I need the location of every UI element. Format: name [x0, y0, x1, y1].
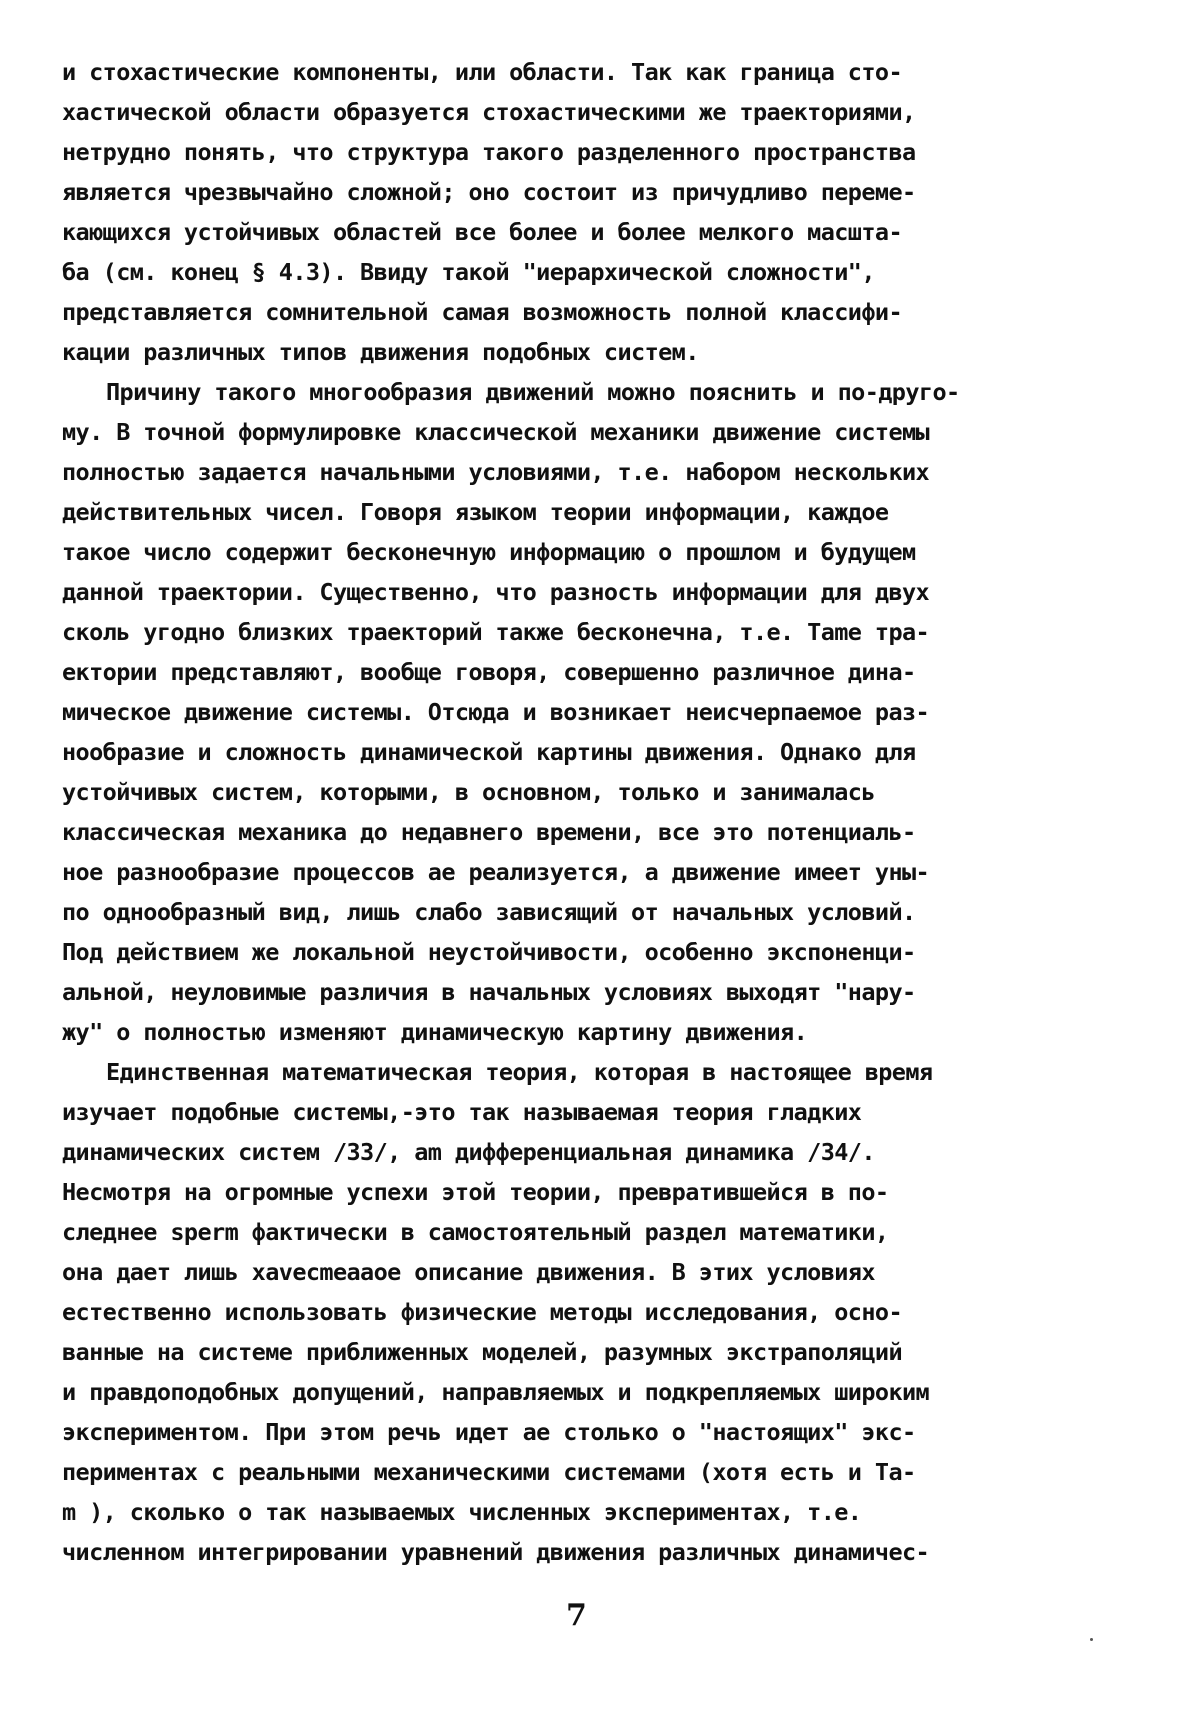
text-line: по однообразный вид, лишь слабо зависящий от начальных условий. [62, 898, 916, 926]
text-line: сколь угодно близких траекторий также бесконечна, т.е. Tame тра- [62, 618, 930, 646]
text-line: изучает подобные системы,-это так называемая теория гладких [62, 1098, 862, 1126]
text-line: альной, неуловимые различия в начальных условиях выходят "нару- [62, 978, 916, 1006]
text-line: m ), сколько о так называемых численных экспериментах, т.е. [62, 1498, 862, 1526]
text-line: периментах с реальными механическими системами (хотя есть и Та- [62, 1458, 916, 1486]
body-text [62, 52, 1102, 1572]
text-line: му. В точной формулировке классической механики движение системы [62, 418, 930, 446]
scan-speck [1090, 1638, 1093, 1641]
text-line: классическая механика до недавнего времени, все это потенциаль- [62, 818, 916, 846]
text-line: ванные на системе приближенных моделей, разумных экстраполяций [62, 1338, 902, 1366]
text-line: Под действием же локальной неустойчивости, особенно экспоненци- [62, 938, 916, 966]
text-line: ектории представляют, вообще говоря, совершенно различное дина- [62, 658, 916, 686]
text-line: данной траектории. Существенно, что разность информации для двух [62, 578, 930, 606]
text-line: экспериментом. При этом речь идет ае столько о "настоящих" экс- [62, 1418, 916, 1446]
text-line: полностью задается начальными условиями, т.е. набором нескольких [62, 458, 930, 486]
text-line: и правдоподобных допущений, направляемых и подкрепляемых широким [62, 1378, 930, 1406]
text-line: Несмотря на огромные успехи этой теории, превратившейся в по- [62, 1178, 889, 1206]
text-line: нообразие и сложность динамической картины движения. Однако для [62, 738, 916, 766]
text-line: устойчивых систем, которыми, в основном, только и занималась [62, 778, 875, 806]
text-line: естественно использовать физические методы исследования, осно- [62, 1298, 902, 1326]
text-line: она дает лишь xavecmeaaoe описание движения. В этих условиях [62, 1258, 875, 1286]
text-line: Причину такого многообразия движений можно пояснить и по-друго- [106, 378, 960, 406]
text-line: нетрудно понять, что структура такого разделенного пространства [62, 138, 916, 166]
text-line: действительных чисел. Говоря языком теории информации, каждое [62, 498, 889, 526]
text-line: Единственная математическая теория, которая в настоящее время [106, 1058, 933, 1086]
text-line: кации различных типов движения подобных систем. [62, 338, 699, 366]
text-line: ное разнообразие процессов ае реализуется, а движение имеет уны- [62, 858, 930, 886]
text-line: является чрезвычайно сложной; оно состоит из причудливо переме- [62, 178, 916, 206]
text-line: такое число содержит бесконечную информацию о прошлом и будущем [62, 538, 916, 566]
text-line: численном интегрировании уравнений движения различных динамичес- [62, 1538, 930, 1566]
text-line: динамических систем /33/, am дифференциальная динамика /34/. [62, 1138, 875, 1166]
text-line: хастической области образуется стохастическими же траекториями, [62, 98, 916, 126]
text-line: и стохастические компоненты, или области. Так как граница сто- [62, 58, 902, 86]
text-line: кающихся устойчивых областей все более и более мелкого масшта- [62, 218, 902, 246]
text-line: следнее sperm фактически в самостоятельный раздел математики, [62, 1218, 889, 1246]
page-number: 7 [566, 1598, 587, 1633]
text-line: ба (см. конец § 4.3). Ввиду такой "иерархической сложности", [62, 258, 875, 286]
text-line: жу" о полностью изменяют динамическую картину движения. [62, 1018, 808, 1046]
text-line: представляется сомнительной самая возможность полной классифи- [62, 298, 902, 326]
text-line: мическое движение системы. Отсюда и возникает неисчерпаемое раз- [62, 698, 930, 726]
